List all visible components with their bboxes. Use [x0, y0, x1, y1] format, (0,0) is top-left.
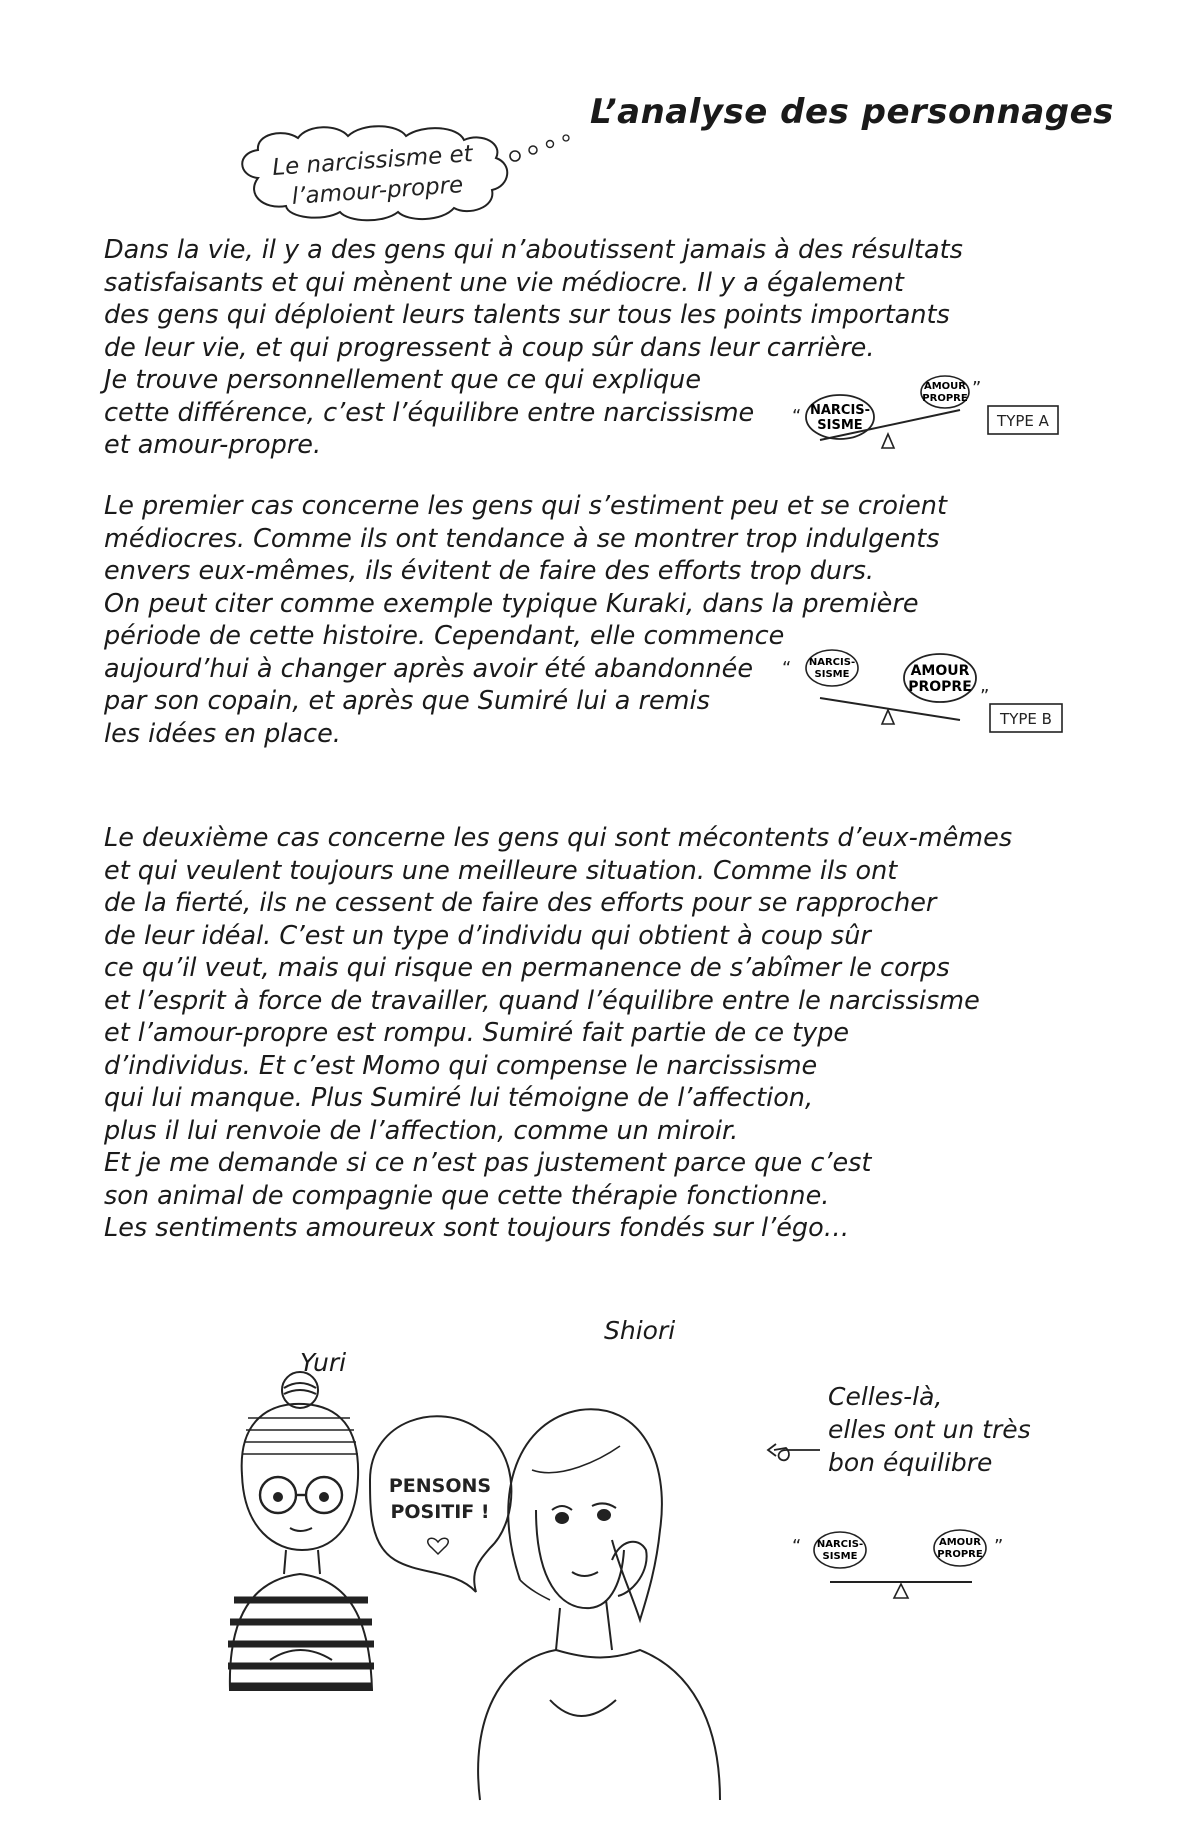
- caption-line: Celles-là,: [828, 1382, 943, 1411]
- type-b-left-2: SISME: [814, 669, 850, 680]
- text-line: cette différence, c’est l’équilibre entre narcissisme: [104, 397, 755, 428]
- text-line: et l’esprit à force de travailler, quand l’équilibre entre le narcissisme: [104, 985, 980, 1016]
- text-line: Le premier cas concerne les gens qui s’estiment peu et se croient: [104, 491, 947, 521]
- text-line: Les sentiments amoureux sont toujours fondés sur l’égo…: [104, 1213, 850, 1243]
- text-line: On peut citer comme exemple typique Kuraki, dans la première: [104, 588, 919, 619]
- text-line: plus il lui renvoie de l’affection, comme un miroir.: [104, 1115, 739, 1146]
- characters-illustration: [220, 1360, 760, 1810]
- text-line: envers eux-mêmes, ils évitent de faire des efforts trop durs.: [104, 556, 874, 586]
- caption-line: bon équilibre: [828, 1448, 993, 1477]
- text-line: et amour-propre.: [104, 430, 322, 460]
- type-a-left-2: SISME: [817, 418, 863, 433]
- svg-text:”: ”: [972, 378, 982, 399]
- text-line: son animal de compagnie que cette thérapie fonctionne.: [104, 1180, 830, 1211]
- illustration-caption: [828, 1380, 1031, 1479]
- text-line: Et je me demande si ce n’est pas justement parce que c’est: [104, 1148, 872, 1178]
- text-line: d’individus. Et c’est Momo qui compense le narcissisme: [104, 1050, 818, 1081]
- svg-text:“: “: [782, 658, 792, 679]
- cloud-line-1: Le narcissisme et: [271, 141, 474, 181]
- text-line: Dans la vie, il y a des gens qui n’aboutissent jamais à des résultats: [104, 235, 963, 265]
- text-line: et l’amour-propre est rompu. Sumiré fait partie de ce type: [104, 1018, 850, 1048]
- speech-line-1: PENSONS: [388, 1475, 492, 1497]
- text-line: satisfaisants et qui mènent une vie médiocre. Il y a également: [104, 267, 904, 298]
- svg-text:”: ”: [980, 686, 990, 707]
- text-line: qui lui manque. Plus Sumiré lui témoigne de l’affection,: [104, 1083, 814, 1113]
- balanced-left-2: SISME: [822, 1551, 858, 1562]
- text-line: période de cette histoire. Cependant, elle commence: [104, 621, 785, 651]
- type-b-balance-diagram: [780, 640, 1070, 740]
- text-line: de leur idéal. C’est un type d’individu qui obtient à coup sûr: [104, 920, 871, 951]
- text-line: de leur vie, et qui progressent à coup sûr dans leur carrière.: [104, 332, 875, 363]
- page-title: L’analyse des personnages: [590, 92, 1114, 132]
- type-b-right-2: PROPRE: [908, 679, 972, 695]
- text-line: ce qu’il veut, mais qui risque en permanence de s’abîmer le corps: [104, 953, 950, 983]
- type-a-left-1: NARCIS-: [809, 403, 871, 418]
- swirl-arrow-icon: [764, 1436, 824, 1466]
- type-b-right-1: AMOUR: [910, 663, 970, 679]
- text-line: de la fierté, ils ne cessent de faire des efforts pour se rapprocher: [104, 888, 937, 918]
- shiori-label: Shiori: [604, 1316, 676, 1345]
- text-line: des gens qui déploient leurs talents sur tous les points importants: [104, 300, 950, 330]
- text-line: Le deuxième cas concerne les gens qui sont mécontents d’eux-mêmes: [104, 823, 1013, 853]
- text-line: et qui veulent toujours une meilleure situation. Comme ils ont: [104, 855, 898, 886]
- balanced-right-2: PROPRE: [937, 1549, 983, 1560]
- type-a-right-2: PROPRE: [922, 393, 968, 404]
- text-line: Je trouve personnellement que ce qui explique: [104, 365, 702, 395]
- caption-line: elles ont un très: [828, 1415, 1031, 1444]
- balanced-right-1: AMOUR: [938, 1537, 982, 1548]
- type-b-left-1: NARCIS-: [808, 657, 856, 668]
- text-line: médiocres. Comme ils ont tendance à se montrer trop indulgents: [104, 523, 940, 554]
- speech-line-2: POSITIF !: [390, 1501, 490, 1523]
- svg-text:“: “: [792, 1536, 802, 1557]
- text-line: les idées en place.: [104, 718, 341, 749]
- type-b-label: TYPE B: [1000, 710, 1052, 728]
- balanced-left-1: NARCIS-: [816, 1539, 864, 1550]
- thought-cloud: [228, 118, 588, 228]
- type-a-balance-diagram: [780, 372, 1070, 462]
- svg-text:“: “: [792, 406, 802, 427]
- type-a-right-1: AMOUR: [923, 381, 967, 392]
- balanced-balance-diagram: [790, 1520, 1030, 1610]
- yuri-label: Yuri: [300, 1348, 347, 1377]
- shiori-figure: [478, 1409, 720, 1800]
- speech-bubble: [370, 1416, 511, 1592]
- yuri-figure: [228, 1372, 374, 1690]
- paragraph-3: [104, 822, 1012, 1245]
- type-a-label: TYPE A: [997, 412, 1049, 430]
- text-line: par son copain, et après que Sumiré lui a remis: [104, 686, 710, 716]
- text-line: aujourd’hui à changer après avoir été abandonnée: [104, 653, 754, 684]
- svg-text:”: ”: [994, 1536, 1004, 1557]
- cloud-line-2: l’amour-propre: [290, 172, 465, 210]
